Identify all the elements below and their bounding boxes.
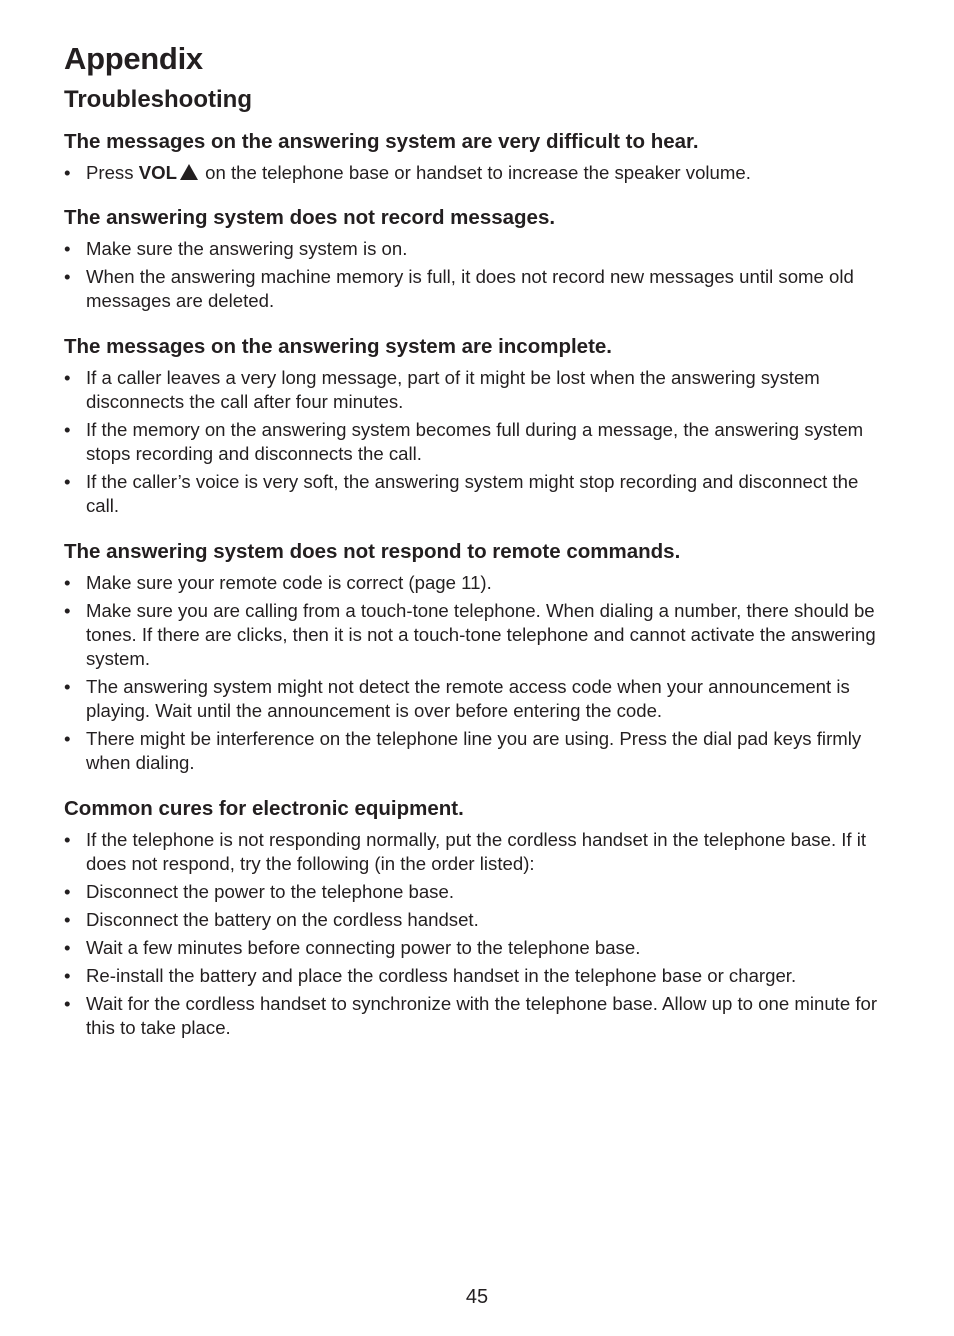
item-text: Make sure you are calling from a touch-tone telephone. When dialing a number, there should be tones. If there are clicks, then it is not a touch-tone telephone and cannot activate the answering system. [86, 600, 876, 669]
topic-not-recording [64, 205, 894, 313]
topic-incomplete-messages [64, 334, 894, 518]
item-text: Re-install the battery and place the cordless handset in the telephone base or charger. [86, 965, 797, 986]
list-item [64, 675, 894, 723]
item-text: If the caller’s voice is very soft, the answering system might stop recording and disconnect the call. [86, 471, 859, 516]
bullet-list [64, 828, 894, 1040]
item-text: If the memory on the answering system becomes full during a message, the answering system stops recording and disconnects the call. [86, 419, 864, 464]
topic-common-cures [64, 796, 894, 1040]
item-suffix: on the telephone base or handset to increase the speaker volume. [199, 162, 751, 183]
list-item [64, 880, 894, 904]
list-item [64, 992, 894, 1040]
bullet: • [64, 829, 71, 850]
topic-heading: Common cures for electronic equipment. [64, 797, 464, 820]
bullet: • [64, 367, 71, 388]
bullet: • [64, 266, 71, 287]
topic-remote-commands [64, 539, 894, 775]
item-text: There might be interference on the telephone line you are using. Press the dial pad keys firmly when dialing. [86, 728, 862, 773]
list-item [64, 161, 894, 185]
item-text: If a caller leaves a very long message, part of it might be lost when the answering system disconnects the call after four minutes. [86, 367, 820, 412]
bullet-list [64, 237, 894, 313]
list-item [64, 265, 894, 313]
topic-heading: The answering system does not record messages. [64, 206, 556, 229]
item-text: Make sure the answering system is on. [86, 238, 408, 259]
list-item [64, 599, 894, 671]
list-item [64, 571, 894, 595]
bullet: • [64, 238, 71, 259]
topic-heading: The messages on the answering system are very difficult to hear. [64, 130, 699, 153]
topic-heading: The answering system does not respond to remote commands. [64, 540, 681, 563]
bullet: • [64, 909, 71, 930]
page-number: 45 [465, 1286, 489, 1308]
list-item [64, 418, 894, 466]
item-text: Wait for the cordless handset to synchronize with the telephone base. Allow up to one minute for this to take place. [86, 993, 878, 1038]
list-item [64, 237, 894, 261]
vol-keyword: VOL [138, 162, 177, 183]
bullet: • [64, 937, 71, 958]
topic-heading: The messages on the answering system are incomplete. [64, 335, 613, 358]
list-item [64, 470, 894, 518]
item-text: The answering system might not detect the remote access code when your announcement is playing. Wait until the announcement is over before entering the code. [86, 676, 850, 721]
up-triangle-icon [180, 164, 198, 180]
list-item [64, 727, 894, 775]
bullet: • [64, 676, 71, 697]
bullet: • [64, 471, 71, 492]
bullet-list [64, 366, 894, 518]
item-text: When the answering machine memory is full, it does not record new messages until some old messages are deleted. [86, 266, 854, 311]
bullet: • [64, 419, 71, 440]
bullet-list [64, 571, 894, 775]
topic-volume [64, 129, 894, 185]
bullet-list [64, 161, 894, 185]
bullet: • [64, 162, 71, 183]
bullet: • [64, 600, 71, 621]
bullet: • [64, 572, 71, 593]
section-title: Troubleshooting [64, 86, 252, 113]
document-page [64, 40, 894, 1044]
list-item [64, 908, 894, 932]
item-text: Wait a few minutes before connecting power to the telephone base. [86, 937, 641, 958]
item-text: Disconnect the power to the telephone base. [86, 881, 454, 902]
item-prefix: Press [86, 162, 139, 183]
page-title: Appendix [64, 41, 203, 76]
item-text: Disconnect the battery on the cordless handset. [86, 909, 479, 930]
bullet: • [64, 881, 71, 902]
list-item [64, 964, 894, 988]
bullet: • [64, 993, 71, 1014]
bullet: • [64, 728, 71, 749]
list-item [64, 936, 894, 960]
bullet: • [64, 965, 71, 986]
list-item [64, 828, 894, 876]
item-text: Make sure your remote code is correct (page 11). [86, 572, 492, 593]
list-item [64, 366, 894, 414]
item-text: If the telephone is not responding normally, put the cordless handset in the telephone base. If it does not respond, try the following (in the order listed): [86, 829, 867, 874]
